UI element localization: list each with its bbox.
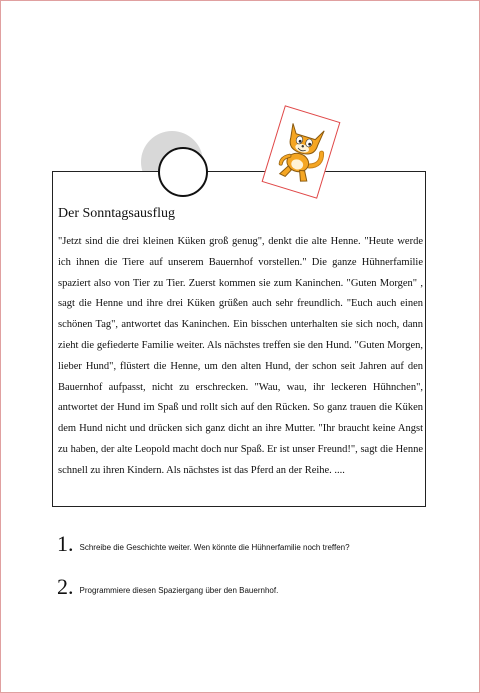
story-text: "Jetzt sind die drei kleinen Küken groß genug", denkt die alte Henne. "Heute werde ich ihnen die Tiere auf unserem Bauernhof vorstellen." Die ganze Hühnerfamilie spaziert also von Tier zu Tier. Zuerst kommen sie zum Kaninchen. "Guten Morgen" , sagt die Henne und ihre drei Küken grüßen auch sehr freundlich. "Euch auch einen schönen Tag", antwortet das Kaninchen. Ein bisschen unterhalten sie sich noch, dann zieht die gefiederte Familie weiter. Als nächstes treffen sie den Hund. "Guten Morgen, lieber Hund", flüstert die Henne, um den alten Hund, der schon seit Jahren auf den Bauernhof aufpasst, nicht zu erschrecken. "Wau, wau, ihr leckeren Hühnchen", antwortet der Hund im Spaß und rollt sich auf den Rücken. So ganz trauen die Küken dem Hund nicht und drücken sich ganz dicht an ihre Mutter. "Ihr braucht keine Angst zu haben, der alte Leopold macht doch nur Spaß. Er ist unser Freund!", sagt die Henne schnell zu ihren Kindern. Als nächstes ist das Pferd an der Reihe. .... <box>58 236 423 476</box>
task-1 <box>57 531 350 557</box>
task-text: Programmiere diesen Spaziergang über den Bauernhof. <box>79 586 279 595</box>
decorative-white-circle <box>158 147 208 197</box>
task-text: Schreibe die Geschichte weiter. Wen könnte die Hühnerfamilie noch treffen? <box>79 543 350 552</box>
task-2 <box>57 574 278 600</box>
task-number: 1. <box>57 531 74 556</box>
task-number: 2. <box>57 574 74 599</box>
story-title: Der Sonntagsausflug <box>58 206 176 221</box>
